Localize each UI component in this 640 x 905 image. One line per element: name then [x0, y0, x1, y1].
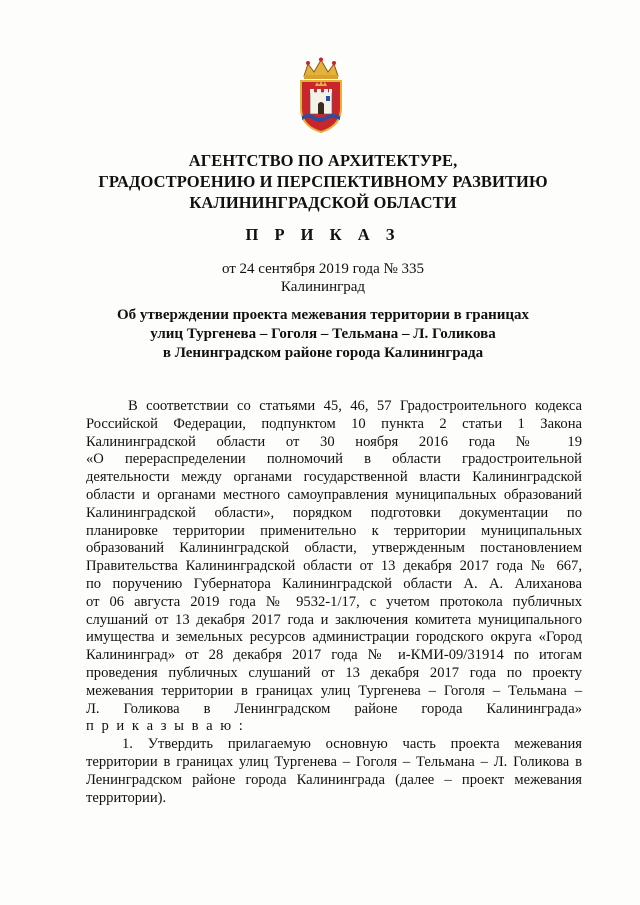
preamble-line-2: Российской Федерации, подпунктом 10 пункта 2 статьи 1 Закона — [86, 415, 582, 432]
preamble-line-15: Калининград» от 28 декабря 2017 года № и-КМИ-09/31914 по итогам — [86, 647, 582, 664]
subject-line-1: Об утверждении проекта межевания территории в границах — [116, 307, 530, 323]
preamble-line-4: «О перераспределении полномочий в области градостроительной — [86, 451, 582, 468]
document-type: П Р И К А З — [245, 225, 401, 244]
agency-name — [80, 150, 566, 213]
preamble-line-8: планировке территории применительно к территории муниципальных — [86, 522, 582, 539]
preamble-line-9: образований Калининградской области, утвержденным постановлением — [86, 540, 582, 557]
subject-line-3: в Ленинградском районе города Калининграда — [162, 345, 484, 361]
date-and-place — [80, 260, 566, 296]
order-word: п р и к а з ы в а ю : — [86, 718, 245, 735]
agency-line-2: ГРАДОСТРОЕНИЮ И ПЕРСПЕКТИВНОМУ РАЗВИТИЮ — [98, 172, 548, 191]
preamble-line-10: Правительства Калининградской области от 13 декабря 2017 года № 667, — [86, 558, 582, 575]
preamble-line-13: слушаний от 13 декабря 2017 года и заключения комитета муниципального — [86, 611, 582, 628]
preamble-line-7: Калининградской области», порядком подготовки документации по — [86, 504, 582, 521]
preamble-line-5: деятельности между органами государственной власти Калининградской — [86, 469, 582, 486]
preamble-line-12: от 06 августа 2019 года № 9532-1/17, с учетом протокола публичных — [86, 593, 582, 610]
item-1-line-1: 1. Утвердить прилагаемую основную часть проекта межевания — [122, 736, 582, 753]
preamble-line-16: проведения публичных слушаний от 13 декабря 2017 года по проекту — [86, 664, 582, 681]
preamble-line-17: межевания территории в границах улиц Тургенева – Гоголя – Тельмана – — [86, 682, 582, 699]
preamble-line-3: Калининградской области от 30 ноября 2016 года № 19 — [86, 433, 582, 450]
preamble-line-1: В соответствии со статьями 45, 46, 57 Градостроительного кодекса — [128, 398, 582, 414]
subject-line-2: улиц Тургенева – Гоголя – Тельмана – Л. Голикова — [150, 326, 496, 342]
city: Калининград — [280, 279, 366, 295]
coat-of-arms-icon — [296, 56, 346, 134]
item-1-line-4: территории). — [86, 789, 167, 806]
preamble-line-6: области и органами местного самоуправления муниципальных образований — [86, 486, 582, 503]
order-subject — [80, 306, 566, 363]
preamble-line-18: Л. Голикова в Ленинградском районе города Калининграда» — [86, 700, 582, 717]
preamble-line-11: по поручению Губернатора Калининградской области А. А. Алиханова — [86, 575, 582, 592]
agency-line-3: КАЛИНИНГРАДСКОЙ ОБЛАСТИ — [189, 193, 457, 212]
order-body — [86, 398, 582, 807]
agency-line-1: АГЕНТСТВО ПО АРХИТЕКТУРЕ, — [188, 151, 458, 170]
item-1-line-3: Ленинградском районе города Калининграда (далее – проект межевания — [86, 771, 582, 788]
preamble-line-14: имущества и земельных ресурсов администрации городского округа «Город — [86, 629, 582, 646]
preamble-paragraph — [86, 398, 582, 718]
item-1-line-2: территории в границах улиц Тургенева – Гоголя – Тельмана – Л. Голикова в — [86, 753, 582, 770]
date-number: от 24 сентября 2019 года № 335 — [221, 261, 425, 277]
item-1-paragraph — [86, 736, 582, 807]
